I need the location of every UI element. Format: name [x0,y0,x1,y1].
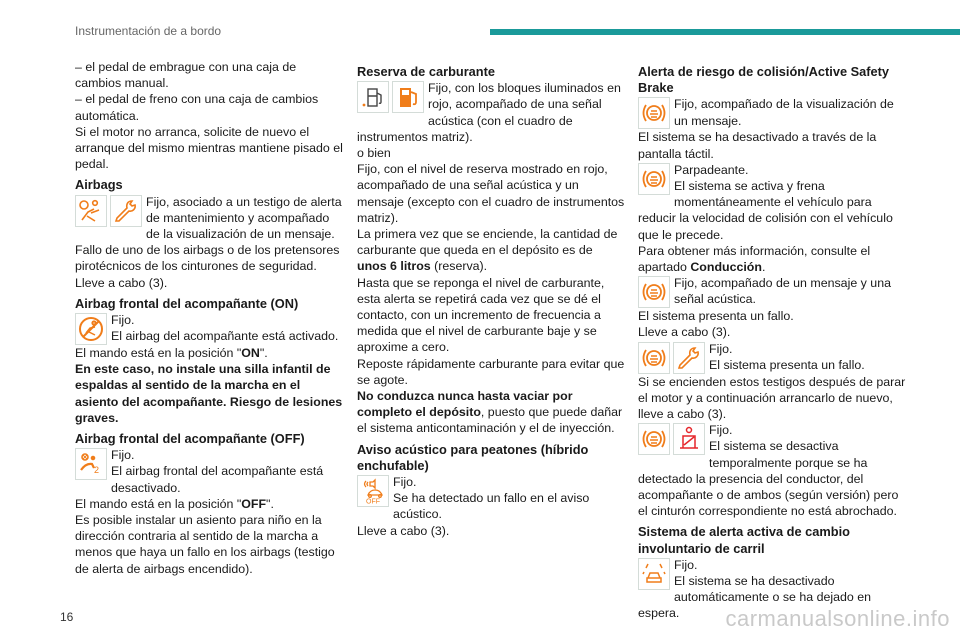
text-run: , puesto que puede dañar el sistema anticontaminación y el de inyección. [357,405,623,436]
text-run: Fijo. [674,557,698,572]
text-run: Fijo, acompañado de un mensaje y una señal acústica. [674,276,891,307]
text-run: Fijo. [393,475,417,490]
text-run: ". [259,346,268,361]
body-paragraph [638,162,906,178]
pedestrian-sound-off-icon [357,475,389,507]
seatbelt-icon [673,423,705,455]
body-paragraph [638,96,906,128]
text-run: Para obtener más información, consulte el apartado [638,243,871,275]
body-paragraph [357,490,625,522]
text-run: Reposte rápidamente carburante para evitar que se agote. [357,356,625,387]
body-paragraph [75,242,343,274]
text-run: Fijo, asociado a un testigo de alerta de mantenimiento y acompañado de la visualización de un mensaje. [146,194,342,242]
warning-light-entry [75,312,343,345]
body-paragraph [357,356,625,388]
collision-alert-icon [638,423,670,455]
bold-text: OFF [241,496,267,511]
text-run: Lleve a cabo (3). [638,325,731,340]
section-title: Instrumentación de a bordo [75,24,222,38]
section-heading-airbag-frontal-del-acompanante-on: Airbag frontal del acompañante (ON) [75,295,299,311]
warning-light-entry [75,194,343,243]
body-paragraph [638,178,906,243]
warning-light-entry [638,96,906,129]
warning-light-entry [75,447,343,496]
collision-alert-icon [638,97,670,129]
text-run: – el pedal de embrague con una caja de cambios manual. [75,60,297,91]
body-paragraph [357,161,625,226]
text-run: Fijo. [709,423,733,438]
wrench-icon [110,195,142,227]
text-run: La primera vez que se enciende, la cantidad de carburante que queda en el depósito es de [357,227,618,258]
text-run: El sistema se desactiva temporalmente porque se ha detectado la presencia del conductor, del acompañante o de ambos (según versión) pero el cinturón correspondiente no está abrochado. [638,439,899,519]
fuel-filled-icon [392,81,424,113]
svg-text:OFF: OFF [366,498,380,505]
body-paragraph [75,361,343,426]
section-heading-airbags: Airbags [75,177,123,193]
text-run: Fijo. [709,341,733,356]
column-3 [638,59,906,622]
text-run: . [761,260,766,275]
text-run: Fijo. [111,313,135,328]
body-paragraph [357,275,625,356]
text-run: El mando está en la posición " [75,496,242,511]
text-run: El airbag frontal del acompañante está desactivado. [111,464,324,495]
warning-light-entry [638,162,906,243]
text-run: Fijo, acompañado de la visualización de un mensaje. [674,97,894,128]
body-paragraph [75,512,343,577]
text-run: Fijo. [111,448,135,463]
body-paragraph [75,124,343,173]
body-paragraph [75,463,343,495]
fuel-outline-icon [357,81,389,113]
text-run: El sistema se ha desactivado automáticamente o se ha dejado en espera. [638,574,872,621]
warning-light-entry [638,275,906,308]
bold-text: Conducción [690,260,762,275]
text-run: Se ha detectado un fallo en el aviso acústico. [393,491,590,522]
svg-text:2: 2 [94,465,100,476]
body-paragraph [357,474,625,490]
text-run: Si se encienden estos testigos después de parar el motor y a continuación arrancarlo de nuevo, lleve a cabo (3). [638,374,906,422]
section-heading-alerta-de-riesgo-de-colision-active-safety-brake: Alerta de riesgo de colisión/Active Safety Brake [638,64,890,96]
body-paragraph [357,388,625,437]
warning-light-entry [638,422,906,519]
text-run: El sistema presenta un fallo. [709,357,865,372]
text-run: Fijo, con el nivel de reserva mostrado en rojo, acompañado de una señal acústica y un mensaje (excepto con el cuadro de instrumentos matriz). [357,162,625,225]
text-run: Lleve a cabo (3). [75,275,168,290]
text-run: o bien [357,146,391,161]
body-paragraph [638,243,906,275]
body-paragraph [75,328,343,344]
section-heading-reserva-de-carburante: Reserva de carburante [357,64,495,79]
body-paragraph [357,145,625,161]
header-accent-bar [490,29,960,35]
section-heading-aviso-acustico-para-peatones-hibrido-enchufable: Aviso acústico para peatones (híbrido enchufable) [357,441,589,473]
body-paragraph [75,275,343,291]
page-number: 16 [60,610,74,624]
text-run: El sistema se activa y frena momentáneamente el vehículo para reducir la velocidad de colisión con el vehículo que le precede. [638,179,893,242]
body-paragraph [638,275,906,307]
text-run: El sistema se ha desactivado a través de la pantalla táctil. [638,130,877,161]
body-paragraph [638,374,906,423]
body-paragraph [638,324,906,340]
section-heading-sistema-de-alerta-activa-de-cambio-involuntario-de-carril: Sistema de alerta activa de cambio involuntario de carril [638,524,850,556]
airbag-person-icon [75,195,107,227]
body-paragraph [75,312,343,328]
text-run: Fallo de uno de los airbags o de los pretensores pirotécnicos de los cinturones de seguridad. [75,243,340,274]
bold-text: En este caso, no instale una silla infantil de espaldas al sentido de la marcha en el asiento del acompañante. Riesgo de lesiones graves. [75,362,343,425]
wrench-icon [673,342,705,374]
passenger-airbag-off-icon [75,448,107,480]
warning-light-entry [357,474,625,523]
body-paragraph [75,447,343,463]
body-paragraph [75,59,343,91]
body-paragraph [638,129,906,161]
text-run: Si el motor no arranca, solicite de nuevo el arranque del mismo mientras mantiene pisado el pedal. [75,124,343,172]
section-heading-airbag-frontal-del-acompanante-off: Airbag frontal del acompañante (OFF) [75,431,305,447]
bold-text: unos 6 litros [357,259,431,274]
passenger-airbag-on-icon [75,313,107,345]
lane-departure-icon [638,558,670,590]
text-run: Fijo, con los bloques iluminados en rojo, acompañado de una señal acústica (con el cuadro de instrumentos matriz). [357,81,621,144]
text-run: – el pedal de freno con una caja de cambios automática. [75,92,319,123]
text-run: (reserva). [430,259,488,274]
text-run: El airbag del acompañante está activado. [111,329,339,344]
text-run: El sistema presenta un fallo. [638,309,794,324]
warning-light-entry [638,341,906,374]
bold-text: No conduzca nunca hasta vaciar por completo el depósito [357,389,573,420]
collision-alert-icon [638,276,670,308]
body-paragraph [75,91,343,123]
collision-alert-icon [638,342,670,374]
text-run: El mando está en la posición " [75,346,242,361]
bold-text: ON [241,346,260,361]
body-paragraph [357,523,625,539]
column-1 [75,59,343,577]
collision-alert-icon [638,163,670,195]
text-run: Es posible instalar un asiento para niño en la dirección contraria al sentido de la marcha a menos que haya un fallo en los airbags (testigo de alerta de airbags encendido). [75,513,335,576]
text-run: Parpadeante. [674,162,749,177]
warning-light-entry [357,80,625,145]
body-paragraph [75,345,343,361]
body-paragraph [638,557,906,573]
body-paragraph [75,496,343,512]
watermark: carmanualsonline.info [725,606,950,631]
text-run: Hasta que se reponga el nivel de carburante, esta alerta se repetirá cada vez que se dé el contacto, con un incremento de frecuencia a medida que el nivel de carburante baje y se aproxime a cero. [357,275,605,355]
body-paragraph [357,226,625,275]
body-paragraph [638,308,906,324]
column-2 [357,59,625,539]
text-run: Lleve a cabo (3). [357,523,450,538]
text-run: ". [266,496,274,511]
